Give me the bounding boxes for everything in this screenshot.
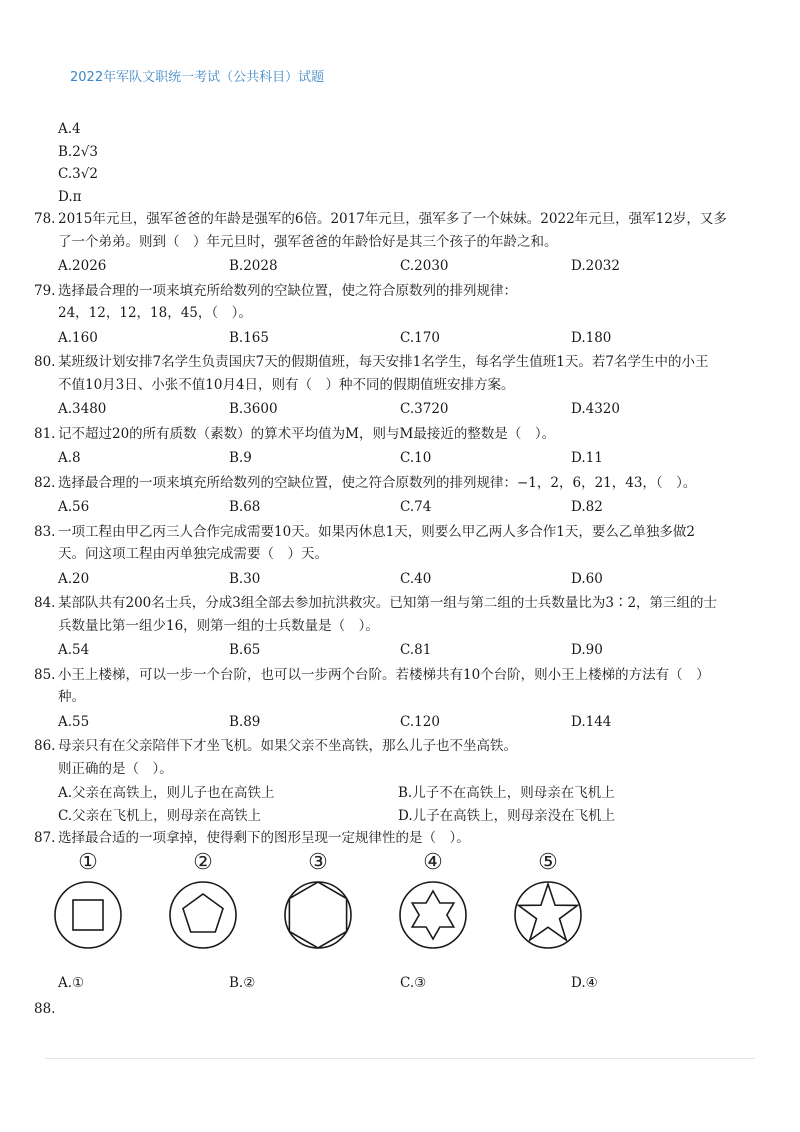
pentagram-in-circle-icon [513,880,583,950]
question-stem: 某部队共有200名士兵，分成3组全部去参加抗洪救灾。已知第一组与第二组的士兵数量比为3∶2，第三组的士 [58,595,718,611]
option-b: B.2√3 [58,143,98,160]
option-a: A.4 [58,121,81,137]
option-c: C.3√2 [58,166,98,182]
option-d: D.π [58,188,82,205]
question-number: 81. [34,425,56,442]
question-number: 87. [34,830,56,846]
figure-label: ② [193,849,213,875]
option-a: A.8 [58,450,81,466]
option-b: B.68 [229,499,261,515]
figure-label: ① [78,849,98,875]
option-d: D.90 [571,642,603,658]
question-number: 78. [34,211,56,227]
answer-options [34,327,764,350]
answer-options [34,972,764,995]
option-b: B.9 [229,450,252,466]
figure-1 [48,850,128,950]
pentagon-in-circle-icon [168,880,238,950]
question-number: 88. [34,1001,56,1017]
question-88 [34,998,764,1021]
question-81 [34,423,764,470]
option-a: A.55 [58,713,90,730]
answer-options [34,568,764,591]
option-b: B.2028 [229,258,278,274]
option-b: B.30 [229,570,261,587]
answer-options [34,711,764,734]
option-c: C.10 [400,450,432,466]
option-d: D.4320 [571,401,620,417]
question-stem: 母亲只有在父亲陪伴下才坐飞机。如果父亲不坐高铁，那么儿子也不坐高铁。 [58,738,517,754]
option-b: B.3600 [229,401,278,417]
option-b: B.② [229,974,256,991]
option-a: A.3480 [58,401,107,417]
square-in-circle-icon [53,880,123,950]
option-c: C.③ [400,974,427,991]
option-d: D.144 [571,713,612,730]
option-a: A.2026 [58,258,107,274]
option-a: A.父亲在高铁上，则儿子也在高铁上 [58,785,275,801]
page-bottom-divider [45,1058,755,1059]
option-b: B.65 [229,642,261,658]
option-b: B.89 [229,713,261,730]
figure-3 [278,850,358,950]
option-c: C.120 [400,713,440,730]
option-d: D.儿子在高铁上，则母亲没在飞机上 [398,807,616,824]
question-84 [34,592,764,662]
option-c: C.74 [400,499,432,515]
question-83 [34,521,764,591]
option-c: C.父亲在飞机上，则母亲在高铁上 [58,807,262,824]
option-d: D.11 [571,450,603,466]
option-d: D.2032 [571,258,620,274]
answer-options [34,639,764,662]
question-number: 83. [34,523,56,540]
figure-label: ④ [423,849,443,875]
option-c: C.40 [400,570,432,587]
question-stem-continued: 天。问这项工程由丙单独完成需要（ ）天。 [58,546,328,562]
question-80 [34,351,764,421]
previous-question-options [34,118,764,208]
question-stem: 2015年元旦，强军爸爸的年龄是强军的6倍。2017年元旦，强军多了一个妹妹。2022年元旦，强军12岁，又多 [58,211,727,227]
question-number: 85. [34,666,56,683]
question-stem: 选择最合适的一项拿掉，使得剩下的图形呈现一定规律性的是（ ）。 [58,830,470,846]
question-85 [34,664,764,734]
question-87 [34,827,764,994]
option-d: D.82 [571,499,603,515]
question-stem-continued: 兵数量比第一组少16，则第一组的士兵数量是（ ）。 [58,617,379,634]
question-number: 84. [34,595,56,611]
answer-options-row-2 [34,805,764,828]
question-stem: 选择最合理的一项来填充所给数列的空缺位置，使之符合原数列的排列规律：−1，2，6，21，43，（ ）。 [58,474,697,491]
question-stem: 一项工程由甲乙丙三人合作完成需要10天。如果丙休息1天，则要么甲乙两人多合作1天，要么乙单独多做2 [58,523,695,540]
figure-label: ③ [308,849,328,875]
question-stem-continued: 种。 [58,689,85,705]
option-a: A.54 [58,642,90,658]
option-d: D.180 [571,329,612,346]
question-86 [34,735,764,827]
question-stem: 某班级计划安排7名学生负责国庆7天的假期值班，每天安排1名学生，每名学生值班1天。若7名学生中的小王 [58,354,709,370]
question-stem-continued: 24，12，12，18，45，（ ）。 [58,305,252,321]
question-number: 80. [34,354,56,370]
hexagon-in-circle-icon [283,880,353,950]
question-82 [34,472,764,519]
hexagram-in-circle-icon [398,880,468,950]
option-c: C.3720 [400,401,449,417]
question-number: 86. [34,738,56,754]
question-stem-continued: 不值10月3日、小张不值10月4日，则有（ ）种不同的假期值班安排方案。 [58,376,515,393]
option-a: A.① [58,974,85,991]
question-number: 82. [34,474,56,491]
question-78 [34,208,764,278]
option-c: C.170 [400,329,440,346]
figure-label: ⑤ [538,849,558,875]
figure-5 [508,850,588,950]
question-stem: 小王上楼梯，可以一步一个台阶，也可以一步两个台阶。若楼梯共有10个台阶，则小王上楼梯的方法有（ ） [58,666,710,683]
figure-sequence [34,850,764,970]
answer-options [34,398,764,421]
option-b: B.165 [229,329,269,346]
question-stem: 选择最合理的一项来填充所给数列的空缺位置，使之符合原数列的排列规律： [58,282,517,299]
option-c: C.2030 [400,258,449,274]
option-a: A.56 [58,499,90,515]
exam-content [34,118,764,1021]
figure-2 [163,850,243,950]
option-b: B.儿子不在高铁上，则母亲在飞机上 [398,785,615,801]
option-d: D.④ [571,974,598,991]
document-header-title: 2022年军队文职统一考试（公共科目）试题 [70,70,325,85]
question-stem: 记不超过20的所有质数（素数）的算术平均值为M，则与M最接近的整数是（ ）。 [58,425,556,442]
question-79 [34,280,764,350]
question-stem-continued: 了一个弟弟。则到（ ）年元旦时，强军爸爸的年龄恰好是其三个孩子的年龄之和。 [58,233,558,250]
question-number: 79. [34,282,56,299]
option-a: A.20 [58,570,90,587]
answer-options-row-1 [34,782,764,805]
answer-options [34,255,764,278]
option-a: A.160 [58,329,98,346]
figure-4 [393,850,473,950]
question-stem-continued: 则正确的是（ ）。 [58,760,173,777]
option-d: D.60 [571,570,603,587]
option-c: C.81 [400,642,432,658]
answer-options [34,447,764,470]
answer-options [34,496,764,519]
